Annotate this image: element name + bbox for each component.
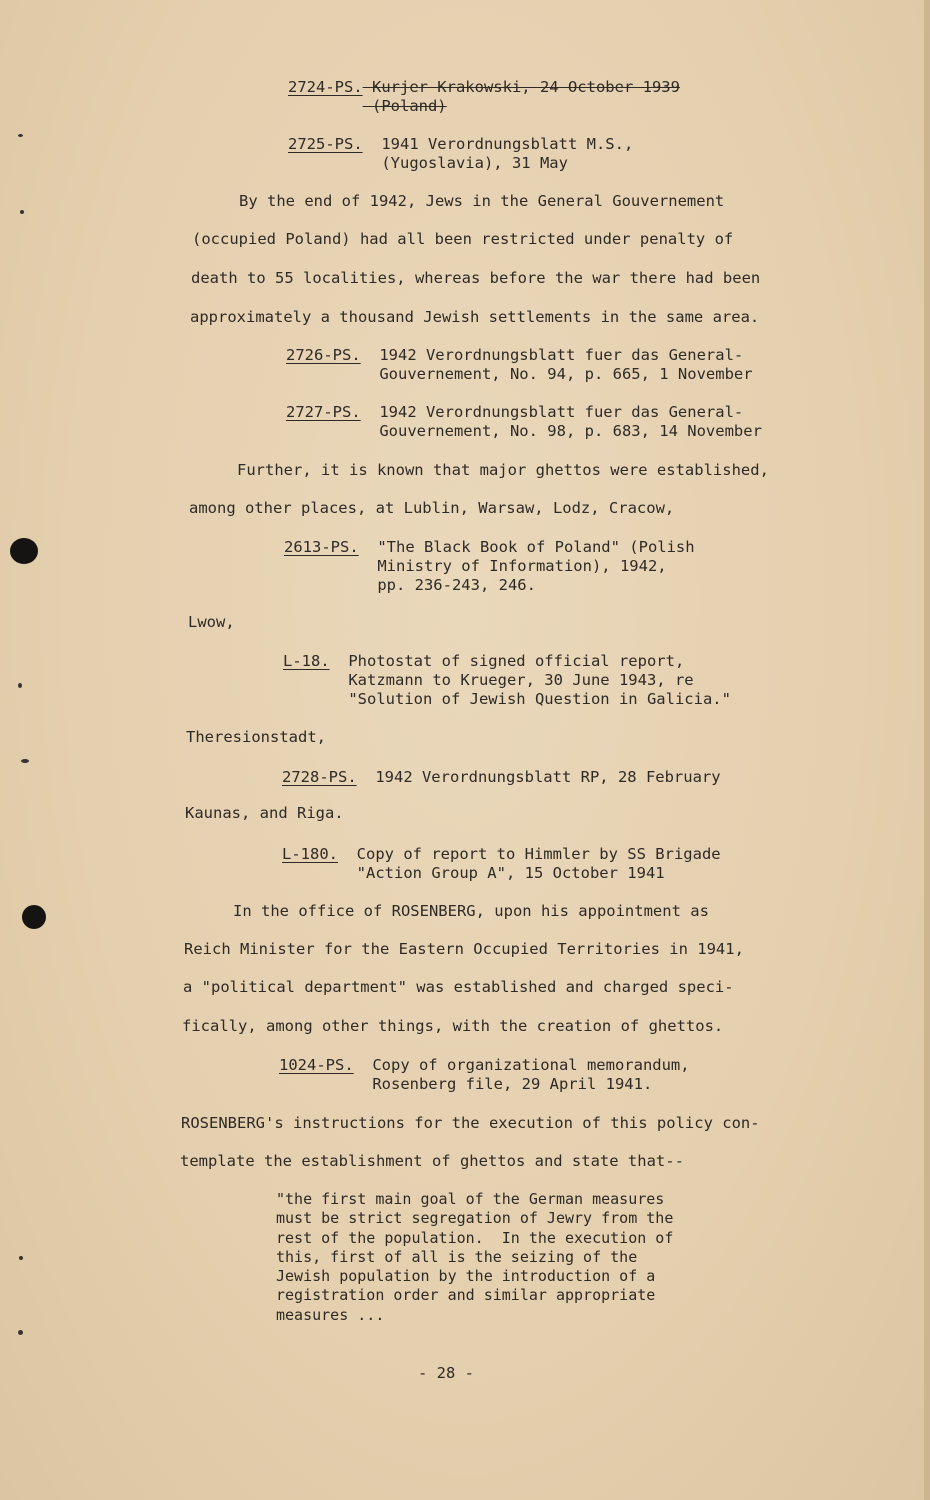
body-line: Further, it is known that major ghettos were established, [237,461,769,479]
body-line: Theresionstadt, [186,728,326,746]
citation-ref: 1024-PS. [279,1056,354,1074]
citation-ref: 2613-PS. [284,538,359,556]
citation-ref: 2725-PS. [288,135,363,153]
body-line: fically, among other things, with the creation of ghettos. [182,1017,724,1035]
citation [283,652,731,709]
citation-text: "The Black Book of Poland" (Polish Ministry of Information), 1942, pp. 236-243, 246. [377,538,695,594]
citation-text: 1942 Verordnungsblatt fuer das General- Gouvernement, No. 94, p. 665, 1 November [379,346,753,383]
page-edge [924,0,930,1500]
binder-hole-bottom [22,905,46,929]
citation-text: Photostat of signed official report, Katzmann to Krueger, 30 June 1943, re "Solution of Jewish Question in Galicia." [348,652,731,708]
body-line: among other places, at Lublin, Warsaw, Lodz, Cracow, [189,499,675,517]
body-line: Lwow, [188,613,235,631]
citation [282,768,721,787]
body-line: By the end of 1942, Jews in the General Gouvernement [239,192,725,210]
citation-text: 1941 Verordnungsblatt M.S., (Yugoslavia), 31 May [381,135,634,172]
margin-mark [18,134,23,137]
citation [288,135,633,173]
citation-text: Copy of report to Himmler by SS Brigade "Action Group A", 15 October 1941 [356,845,721,882]
margin-mark [20,210,24,214]
margin-mark [19,1256,23,1260]
body-line: death to 55 localities, whereas before the war there had been [191,269,761,287]
citation-ref: 2726-PS. [286,346,361,364]
margin-mark [18,1330,23,1335]
body-line: In the office of ROSENBERG, upon his appointment as [233,902,709,920]
citation-ref: 2724-PS. [288,78,363,96]
margin-mark [21,759,29,763]
citation [284,538,695,595]
body-line: a "political department" was established and charged speci- [183,978,734,996]
body-line: template the establishment of ghettos and state that-- [180,1152,684,1170]
body-line: Kaunas, and Riga. [185,804,344,822]
citation-text: Copy of organizational memorandum, Rosenberg file, 29 April 1941. [372,1056,690,1093]
body-line: (occupied Poland) had all been restricted under penalty of [192,230,734,248]
body-line: approximately a thousand Jewish settlements in the same area. [190,308,760,326]
citation [279,1056,690,1094]
citation-text: Kurjer Krakowski, 24 October 1939 (Poland) [371,78,680,115]
citation-struck [288,78,680,116]
margin-mark [18,683,22,688]
body-line: Reich Minister for the Eastern Occupied Territories in 1941, [184,940,744,958]
citation-ref: 2728-PS. [282,768,357,786]
page-number: - 28 - [418,1364,474,1382]
citation [286,403,762,441]
binder-hole-top [10,538,38,564]
citation-text: 1942 Verordnungsblatt fuer das General- Gouvernement, No. 98, p. 683, 14 November [379,403,762,440]
citation-text: 1942 Verordnungsblatt RP, 28 February [356,768,721,786]
citation-ref: L-180. [282,845,338,863]
body-line: ROSENBERG's instructions for the execution of this policy con- [181,1114,760,1132]
citation-ref: 2727-PS. [286,403,361,421]
citation-ref: L-18. [283,652,330,670]
citation [286,346,753,384]
citation [282,845,721,883]
block-quote: "the first main goal of the German measures must be strict segregation of Jewry from the rest of the population. In the execution of this, first of all is the seizing of the Jewish population by the introduction of a registration order and similar appropriate measures ... [276,1190,674,1324]
